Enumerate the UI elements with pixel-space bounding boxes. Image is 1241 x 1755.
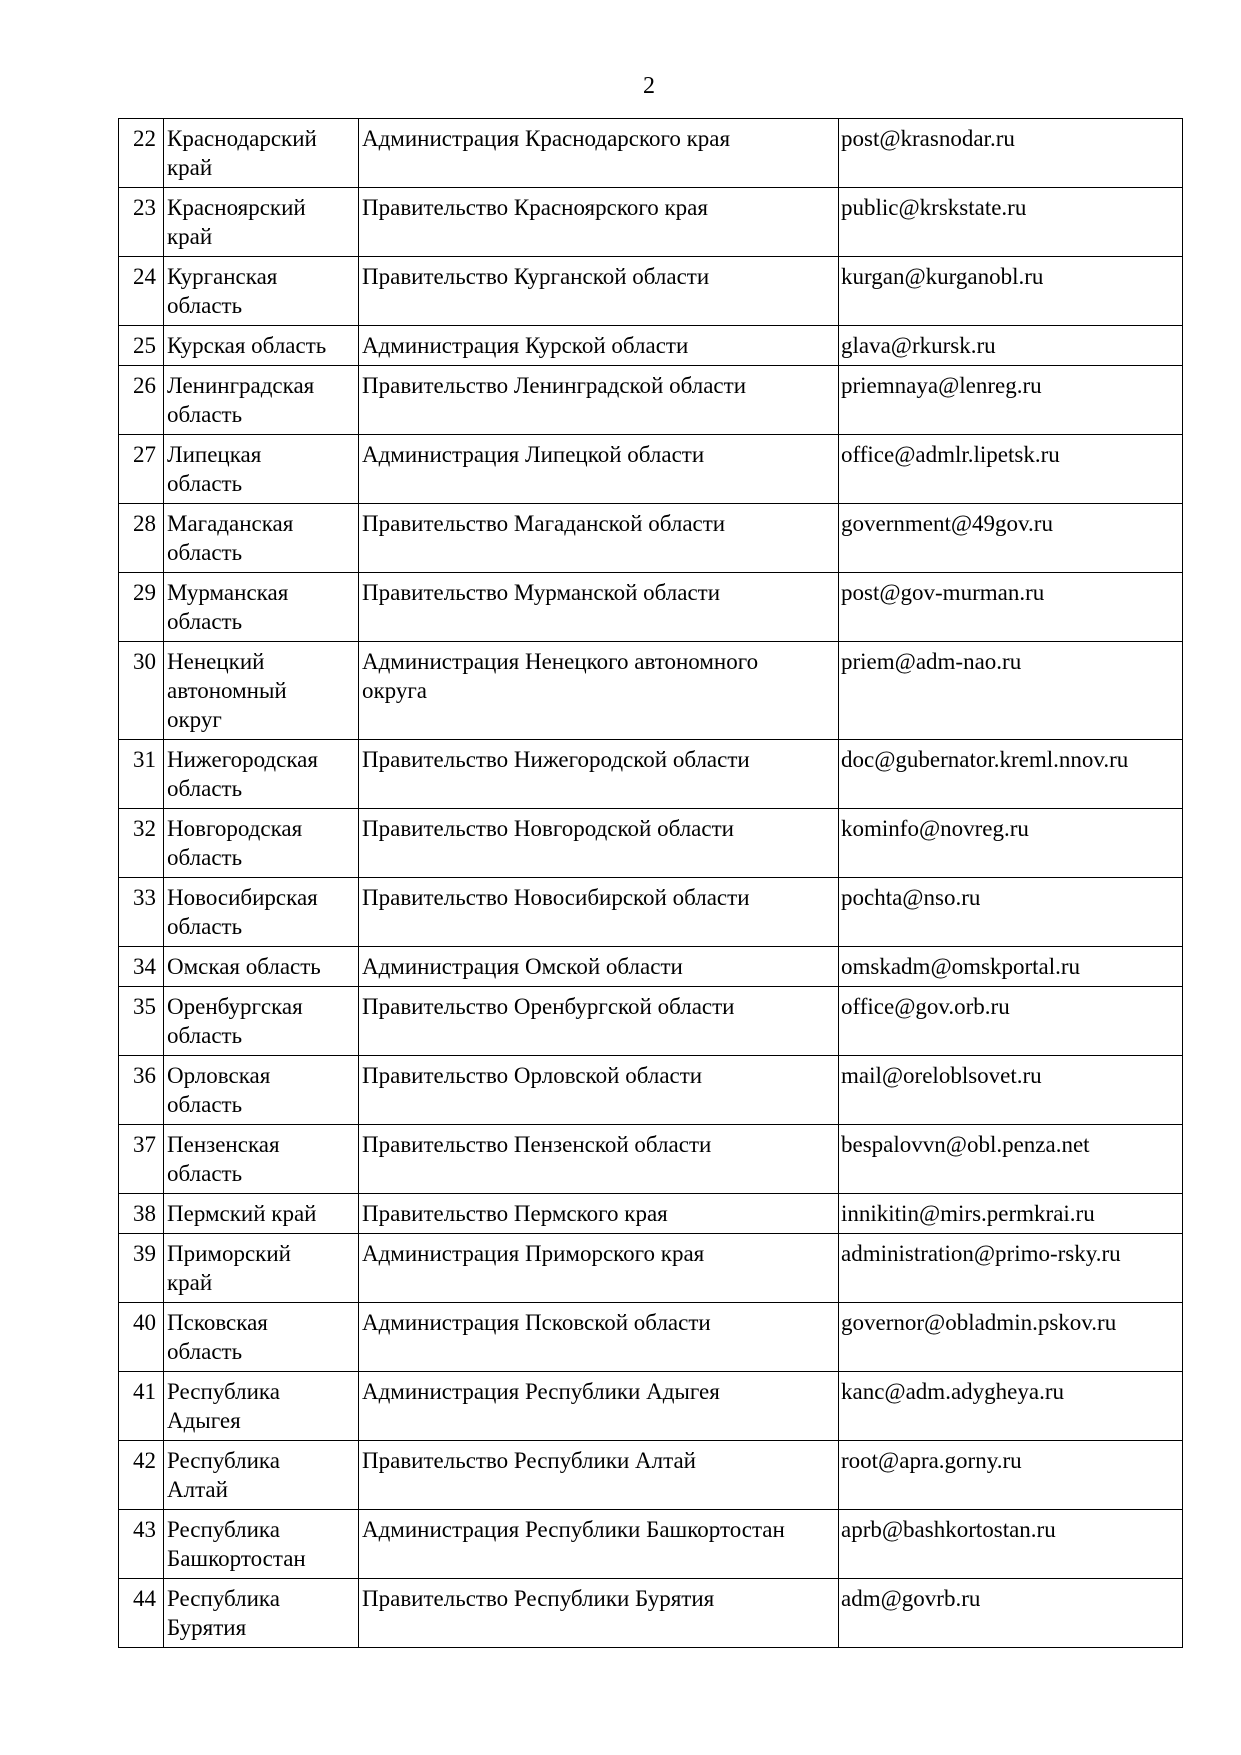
table-row (119, 504, 1183, 573)
region-name: Оренбургская область (164, 987, 359, 1056)
page-number: 2 (643, 73, 655, 99)
region-name: Орловская область (164, 1056, 359, 1125)
region-name: Ненецкий автономный округ (164, 642, 359, 740)
region-name: Пензенская область (164, 1125, 359, 1194)
row-number: 35 (119, 987, 164, 1056)
row-number: 29 (119, 573, 164, 642)
region-name: Ленинградская область (164, 366, 359, 435)
region-name: Псковская область (164, 1303, 359, 1372)
email-address: priem@adm-nao.ru (839, 642, 1183, 740)
row-number: 25 (119, 326, 164, 366)
table-row (119, 987, 1183, 1056)
row-number: 36 (119, 1056, 164, 1125)
table-row (119, 326, 1183, 366)
table-row (119, 1372, 1183, 1441)
table-row (119, 642, 1183, 740)
email-address: governor@obladmin.pskov.ru (839, 1303, 1183, 1372)
email-address: kurgan@kurganobl.ru (839, 257, 1183, 326)
organization-name: Администрация Псковской области (359, 1303, 839, 1372)
email-address: government@49gov.ru (839, 504, 1183, 573)
row-number: 43 (119, 1510, 164, 1579)
table-row (119, 1510, 1183, 1579)
table-row (119, 878, 1183, 947)
region-name: Пермский край (164, 1194, 359, 1234)
row-number: 30 (119, 642, 164, 740)
organization-name: Администрация Курской области (359, 326, 839, 366)
organization-name: Администрация Приморского края (359, 1234, 839, 1303)
table-row (119, 435, 1183, 504)
row-number: 31 (119, 740, 164, 809)
region-name: Мурманская область (164, 573, 359, 642)
row-number: 23 (119, 188, 164, 257)
email-address: kominfo@novreg.ru (839, 809, 1183, 878)
organization-name: Правительство Курганской области (359, 257, 839, 326)
row-number: 27 (119, 435, 164, 504)
table-row (119, 1579, 1183, 1648)
row-number: 32 (119, 809, 164, 878)
organization-name: Правительство Оренбургской области (359, 987, 839, 1056)
region-name: Магаданская область (164, 504, 359, 573)
email-address: glava@rkursk.ru (839, 326, 1183, 366)
table-row (119, 1303, 1183, 1372)
email-address: administration@primo-rsky.ru (839, 1234, 1183, 1303)
region-name: Липецкая область (164, 435, 359, 504)
region-name: Республика Бурятия (164, 1579, 359, 1648)
organization-name: Правительство Красноярского края (359, 188, 839, 257)
table-row (119, 1125, 1183, 1194)
email-address: doc@gubernator.kreml.nnov.ru (839, 740, 1183, 809)
email-address: priemnaya@lenreg.ru (839, 366, 1183, 435)
organization-name: Правительство Нижегородской области (359, 740, 839, 809)
region-name: Новосибирская область (164, 878, 359, 947)
organization-name: Правительство Новгородской области (359, 809, 839, 878)
table-row (119, 119, 1183, 188)
region-name: Нижегородская область (164, 740, 359, 809)
email-address: aprb@bashkortostan.ru (839, 1510, 1183, 1579)
email-address: public@krskstate.ru (839, 188, 1183, 257)
email-address: root@apra.gorny.ru (839, 1441, 1183, 1510)
region-name: Красноярский край (164, 188, 359, 257)
region-name: Курская область (164, 326, 359, 366)
email-address: office@gov.orb.ru (839, 987, 1183, 1056)
region-name: Республика Адыгея (164, 1372, 359, 1441)
region-name: Приморский край (164, 1234, 359, 1303)
email-address: office@admlr.lipetsk.ru (839, 435, 1183, 504)
organization-name: Администрация Омской области (359, 947, 839, 987)
organization-name: Администрация Республики Башкортостан (359, 1510, 839, 1579)
table-row (119, 366, 1183, 435)
regions-table-body (119, 119, 1183, 1648)
row-number: 42 (119, 1441, 164, 1510)
table-row (119, 1056, 1183, 1125)
row-number: 33 (119, 878, 164, 947)
region-name: Новгородская область (164, 809, 359, 878)
email-address: adm@govrb.ru (839, 1579, 1183, 1648)
row-number: 41 (119, 1372, 164, 1441)
table-row (119, 1194, 1183, 1234)
email-address: omskadm@omskportal.ru (839, 947, 1183, 987)
region-name: Омская область (164, 947, 359, 987)
email-address: pochta@nso.ru (839, 878, 1183, 947)
organization-name: Правительство Магаданской области (359, 504, 839, 573)
organization-name: Правительство Новосибирской области (359, 878, 839, 947)
organization-name: Правительство Республики Бурятия (359, 1579, 839, 1648)
row-number: 40 (119, 1303, 164, 1372)
row-number: 44 (119, 1579, 164, 1648)
email-address: innikitin@mirs.permkrai.ru (839, 1194, 1183, 1234)
row-number: 26 (119, 366, 164, 435)
table-row (119, 188, 1183, 257)
row-number: 22 (119, 119, 164, 188)
region-name: Краснодарский край (164, 119, 359, 188)
region-name: Республика Алтай (164, 1441, 359, 1510)
organization-name: Правительство Орловской области (359, 1056, 839, 1125)
email-address: post@krasnodar.ru (839, 119, 1183, 188)
email-address: bespalovvn@obl.penza.net (839, 1125, 1183, 1194)
region-name: Курганская область (164, 257, 359, 326)
table-row (119, 740, 1183, 809)
row-number: 28 (119, 504, 164, 573)
email-address: post@gov-murman.ru (839, 573, 1183, 642)
row-number: 37 (119, 1125, 164, 1194)
organization-name: Администрация Краснодарского края (359, 119, 839, 188)
row-number: 34 (119, 947, 164, 987)
organization-name: Правительство Ленинградской области (359, 366, 839, 435)
organization-name: Правительство Пермского края (359, 1194, 839, 1234)
row-number: 38 (119, 1194, 164, 1234)
row-number: 39 (119, 1234, 164, 1303)
email-address: mail@oreloblsovet.ru (839, 1056, 1183, 1125)
region-name: Республика Башкортостан (164, 1510, 359, 1579)
organization-name: Правительство Республики Алтай (359, 1441, 839, 1510)
organization-name: Правительство Мурманской области (359, 573, 839, 642)
table-row (119, 1234, 1183, 1303)
table-row (119, 947, 1183, 987)
email-address: kanc@adm.adygheya.ru (839, 1372, 1183, 1441)
table-row (119, 573, 1183, 642)
regions-table (118, 118, 1183, 1648)
table-row (119, 809, 1183, 878)
row-number: 24 (119, 257, 164, 326)
organization-name: Правительство Пензенской области (359, 1125, 839, 1194)
table-row (119, 257, 1183, 326)
organization-name: Администрация Республики Адыгея (359, 1372, 839, 1441)
organization-name: Администрация Липецкой области (359, 435, 839, 504)
table-row (119, 1441, 1183, 1510)
organization-name: Администрация Ненецкого автономного округа (359, 642, 839, 740)
